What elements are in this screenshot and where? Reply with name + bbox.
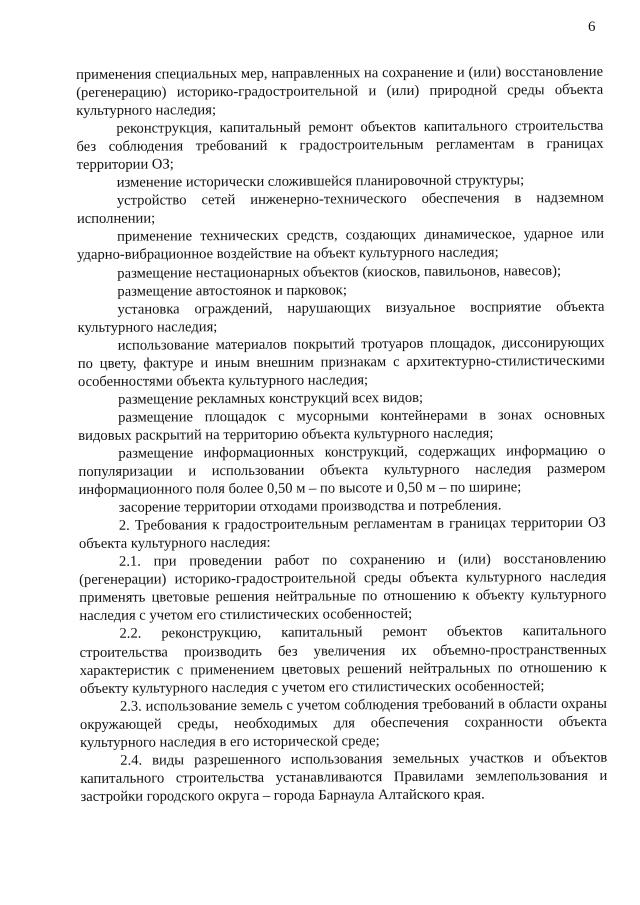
- paragraph-item-2-4: 2.4. виды разрешенного использования земельных участков и объектов капитального строительства устанавливаются Правилами землепользования и застройки городского округа – города Барнаула Алтайского края.: [80, 749, 608, 805]
- paragraph-intro-continuation: применения специальных мер, направленных на сохранение и (или) восстановление (регенерацию) историко-градостроительной и (или) природной среды объекта культурного наследия;: [76, 63, 604, 120]
- paragraph-item-2-3: 2.3. использование земель с учетом соблюдения требований в области охраны окружающей среды, необходимых для обеспечения сохранности объекта культурного наследия в его исторической среде;: [79, 695, 608, 751]
- paragraph-section-2-heading: 2. Требования к градостроительным регламентам в границах территории ОЗ объекта культурного наследия:: [78, 514, 606, 553]
- paragraph-technical-means: применение технических средств, создающих динамическое, ударное или ударно-вибрационное воздействие на объект культурного наследия;: [77, 226, 605, 264]
- paragraph-information-structures: размещение информационных конструкций, содержащих информацию о популяризации и использовании объекта культурного наследия размером информационного поля более 0,50 м – по высоте и 0,50 м – по ширине;: [78, 442, 606, 499]
- document-body: [76, 63, 608, 806]
- paragraph-parking: размещение автостоянок и парковок;: [117, 281, 347, 300]
- paragraph-fences: установка ограждений, нарушающих визуальное восприятие объекта культурного наследия;: [77, 298, 605, 336]
- paragraph-item-2-2: 2.2. реконструкцию, капитальный ремонт объектов капитального строительства производить без увеличения их объемно-пространственных характеристик с применением цветовых решений нейтральных по отношению к объекту культурного наследия с учетом его стилистических особенностей;: [79, 623, 607, 697]
- paragraph-temporary-objects: размещение нестационарных объектов (киосков, павильонов, навесов);: [117, 262, 562, 282]
- paragraph-engineering-networks: устройство сетей инженерно-технического обеспечения в надземном исполнении;: [76, 190, 604, 228]
- paragraph-pavement-materials: использование материалов покрытий тротуаров площадок, диссонирующих по цвету, фактуре и иным внешним признакам с архитектурно-стилистическими особенностями объекта культурного наследия;: [77, 334, 605, 390]
- paragraph-planning-structure: изменение исторически сложившейся планировочной структуры;: [116, 172, 525, 192]
- page-number: 6: [588, 19, 596, 35]
- paragraph-reconstruction: реконструкция, капитальный ремонт объектов капитального строительства без соблюдения требований к градостроительным регламентам в границах территории ОЗ;: [76, 117, 604, 174]
- paragraph-item-2-1: 2.1. при проведении работ по сохранению и (или) восстановлению (регенерации) историко-градостроительной среды объекта культурного наследия применять цветовые решения нейтральные по отношению к объекту культурного наследия с учетом его стилистических особенностей;: [79, 551, 607, 625]
- paragraph-littering: засорение территории отходами производства и потребления.: [118, 497, 502, 516]
- paragraph-waste-containers: размещение площадок с мусорными контейнерами в зонах основных видовых раскрытий на территорию объекта культурного наследия;: [78, 406, 606, 444]
- paragraph-advertising: размещение рекламных конструкций всех видов;: [117, 389, 424, 408]
